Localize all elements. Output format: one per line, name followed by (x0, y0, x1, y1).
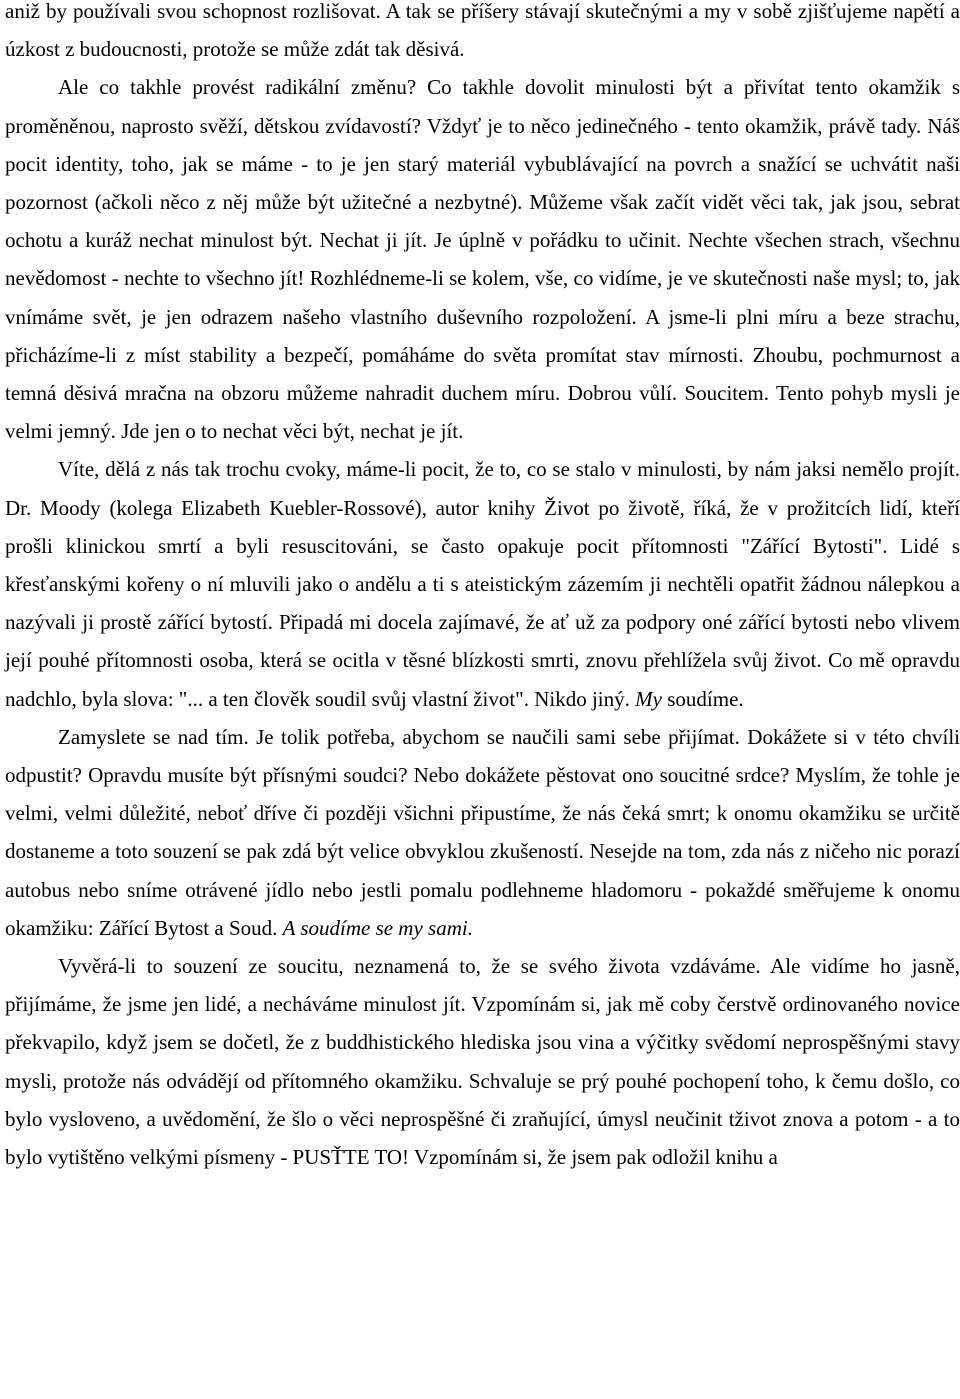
paragraph-3-text-end: soudíme. (661, 686, 744, 711)
paragraph-2-text: Ale co takhle provést radikální změnu? Co takhle dovolit minulosti být a přivítat tento okamžik s proměněnou, naprosto svěží, dětskou zvídavostí? Vždyť je to něco jedinečného - tento okamžik, právě tady. Náš pocit identity, toho, jak se máme - to je jen starý materiál vybublávající na povrch a snažící se uchvátit naši pozornost (ačkoli něco z něj může být užitečné a nezbytné). Můžeme však začít vidět věci tak, jak jsou, sebrat ochotu a kuráž nechat minulost být. Nechat ji jít. Je úplně v pořádku to učinit. Nechte všechen strach, všechnu nevědomost - nechte to všechno jít! Rozhlédneme-li se kolem, vše, co vidíme, je ve skutečnosti naše mysl; to, jak vnímáme svět, je jen odrazem našeho vlastního duševního rozpoložení. A jsme-li plni míru a beze strachu, přicházíme-li z míst stability a bezpečí, pomáháme do světa promítat stav mírnosti. Zhoubu, pochmurnost a temná děsivá mračna na obzoru můžeme nahradit duchem míru. Dobrou vůlí. Soucitem. Tento pohyb mysli je velmi jemný. Jde jen o to nechat věci být, nechat je jít. (5, 75, 960, 444)
paragraph-2 (5, 68, 960, 450)
paragraph-5 (5, 947, 960, 1176)
paragraph-4-text: Zamyslete se nad tím. Je tolik potřeba, abychom se naučili sami sebe přijímat. Dokážete si v této chvíli odpustit? Opravdu musíte být přísnými soudci? Nebo dokážete pěstovat ono soucitné srdce? Myslím, že tohle je velmi, velmi důležité, neboť dříve či později všichni připustíme, že nás čeká smrt; k onomu okamžiku se určitě dostaneme a toto souzení se pak zdá být velice obvyklou zkušeností. Nesejde na tom, zda nás z ničeho nic porazí autobus nebo sníme otrávené jídlo nebo jestli pomalu podlehneme hladomoru - pokaždé směřujeme k onomu okamžiku: Zářící Bytost a Soud. (5, 724, 960, 940)
paragraph-1 (5, 0, 960, 68)
paragraph-4-emphasis: A soudíme se my sami. (282, 915, 473, 940)
paragraph-5-text: Vyvěrá-li to souzení ze soucitu, neznamená to, že se svého života vzdáváme. Ale vidíme ho jasně, přijímáme, že jsme jen lidé, a necháváme minulost jít. Vzpomínám si, jak mě coby čerstvě ordinovaného novice překvapilo, když jsem se dočetl, že z buddhistického hlediska jsou vina a výčitky svědomí neprospěšnými stavy mysli, protože nás odvádějí od přítomného okamžiku. Schvaluje se prý pouhé pochopení toho, k čemu došlo, co bylo vysloveno, a uvědomění, že šlo o věci neprospěšné či zraňující, úmysl neučinit tživot znova a potom - a to bylo vytištěno velkými písmeny - PUSŤTE TO! Vzpomínám si, že jsem pak odložil knihu a (5, 954, 960, 1170)
paragraph-3 (5, 450, 960, 717)
paragraph-3-text: Víte, dělá z nás tak trochu cvoky, máme-li pocit, že to, co se stalo v minulosti, by nám jaksi nemělo projít. Dr. Moody (kolega Elizabeth Kuebler-Rossové), autor knihy Život po životě, říká, že v prožitcích lidí, kteří prošli klinickou smrtí a byli resuscitováni, se často opakuje pocit přítomnosti "Zářící Bytosti". Lidé s křesťanskými kořeny o ní mluvili jako o andělu a ti s ateistickým zázemím ji nechtěli opatřit žádnou nálepkou a nazývali ji prostě zářící bytostí. Připadá mi docela zajímavé, že ať už za podpory oné zářící bytosti nebo vlivem její pouhé přítomnosti osoba, která se ocitla v těsné blízkosti smrti, znovu přehlížela svůj život. Co mě opravdu nadchlo, byla slova: "... a ten člověk soudil svůj vlastní život". Nikdo jiný. (5, 457, 960, 711)
document-page (5, 0, 960, 1176)
paragraph-3-emphasis: My (635, 686, 662, 711)
paragraph-4 (5, 718, 960, 947)
paragraph-1-text: aniž by používali svou schopnost rozlišovat. A tak se příšery stávají skutečnými a my v sobě zjišťujeme napětí a úzkost z budoucnosti, protože se může zdát tak děsivá. (5, 0, 960, 62)
